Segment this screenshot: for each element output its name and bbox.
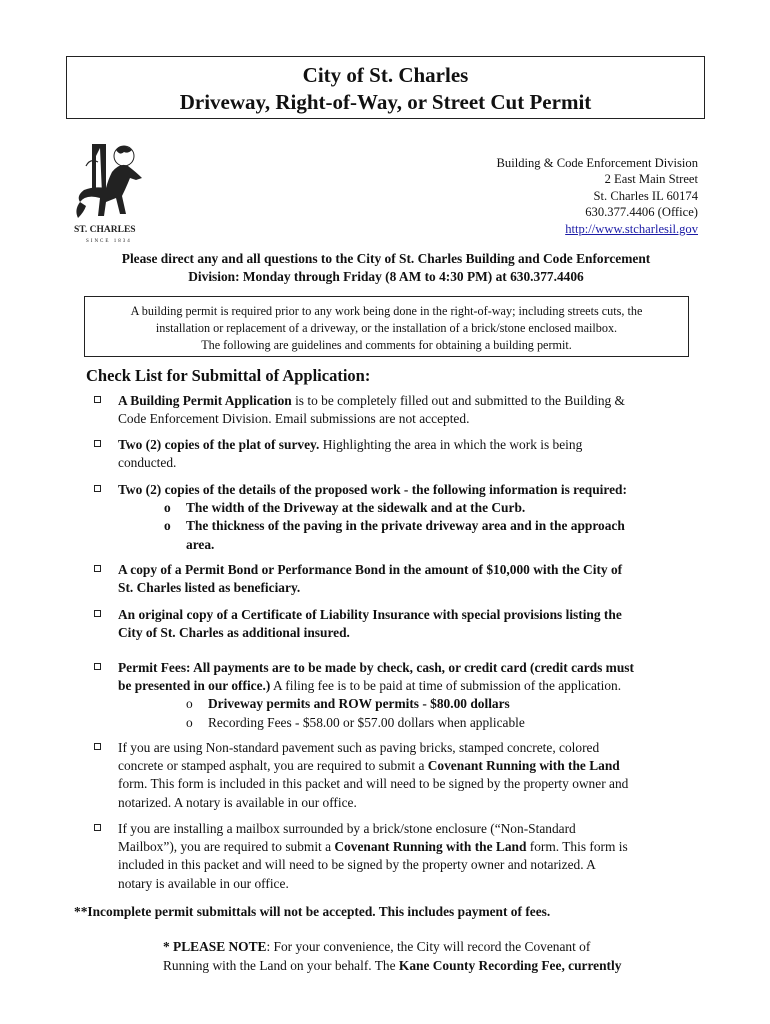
checklist-item-permit-fees [94, 659, 704, 732]
item5-line-2: City of St. Charles as additional insured. [118, 625, 350, 641]
checkbox-icon[interactable] [94, 565, 101, 572]
info-line-2: installation or replacement of a driveway, or the installation of a brick/stone enclosed mailbox. [155, 320, 618, 335]
checklist-item-application [94, 392, 704, 428]
questions-directive [80, 250, 692, 286]
bullet-circle-icon: o [186, 696, 193, 712]
item3-sub-2-cont: area. [186, 536, 215, 552]
contact-block [497, 155, 698, 237]
item6-sub-1 [186, 695, 704, 713]
contact-address-1: 2 East Main Street [604, 172, 698, 187]
item8-line-3: included in this packet and will need to be signed by the property owner and notarized. A [118, 857, 596, 873]
item7-line-4: notarized. A notary is available in our office. [118, 794, 357, 810]
contact-division: Building & Code Enforcement Division [496, 156, 698, 170]
checkbox-icon[interactable] [94, 743, 101, 750]
logo-subtext: SINCE 1834 [86, 239, 132, 244]
item8-line-4: notary is available in our office. [118, 875, 289, 891]
item6-sub-1-text: Driveway permits and ROW permits - $80.00 dollars [208, 696, 510, 712]
logo-text: ST. CHARLES [74, 225, 136, 235]
note-rest: : For your convenience, the City will record the Covenant of [266, 939, 591, 954]
item6-line-2-rest: A filing fee is to be paid at time of submission of the application. [270, 678, 622, 694]
item3-sub-1 [164, 499, 704, 517]
checkbox-icon[interactable] [94, 663, 101, 670]
city-seal-fox-icon [72, 136, 150, 246]
item1-rest: is to be completely filled out and submitted to the Building & [291, 393, 625, 408]
item2-line-2: conducted. [118, 455, 177, 471]
please-note [163, 938, 693, 975]
permit-info-box [84, 296, 689, 357]
bullet-circle-icon: o [164, 518, 171, 534]
checklist-title: Check List for Submittal of Application: [86, 366, 371, 385]
title-line-1: City of St. Charles [302, 63, 469, 87]
item3-sub-2-text: The thickness of the paving in the private driveway area and in the approach [186, 518, 625, 534]
item7-line-2-pre: concrete or stamped asphalt, you are required to submit a [118, 758, 428, 774]
checklist-item-insurance [94, 606, 704, 642]
checkbox-icon[interactable] [94, 824, 101, 831]
website-link[interactable]: http://www.stcharlesil.gov [565, 221, 698, 236]
contact-phone: 630.377.4406 (Office) [585, 205, 698, 220]
item4-line-1: A copy of a Permit Bond or Performance Bond in the amount of $10,000 with the City of [118, 562, 623, 577]
checkbox-icon[interactable] [94, 485, 101, 492]
item6-line-1: Permit Fees: All payments are to be made by check, cash, or credit card (credit cards must [118, 660, 634, 675]
item3-line-1: Two (2) copies of the details of the proposed work - the following information is required: [118, 482, 627, 497]
incomplete-notice: **Incomplete permit submittals will not be accepted. This includes payment of fees. [74, 904, 551, 919]
item4-line-2: St. Charles listed as beneficiary. [118, 580, 301, 596]
item8-line-1: If you are installing a mailbox surrounded by a brick/stone enclosure (“Non-Standard [118, 821, 576, 836]
info-line-1: A building permit is required prior to any work being done in the right-of-way; including streets cuts, the [130, 304, 643, 318]
checklist-item-plat-survey [94, 436, 704, 472]
directive-line-2: Division: Monday through Friday (8 AM to 4:30 PM) at 630.377.4406 [188, 268, 584, 284]
contact-address-2: St. Charles IL 60174 [593, 188, 698, 203]
item1-bold: A Building Permit Application [118, 393, 292, 408]
item1-line-2: Code Enforcement Division. Email submissions are not accepted. [118, 411, 470, 427]
item8-line-2-bold: Covenant Running with the Land [334, 839, 527, 855]
item2-rest: Highlighting the area in which the work is being [319, 437, 583, 452]
checkbox-icon[interactable] [94, 440, 101, 447]
checklist-item-work-details [94, 481, 704, 554]
info-line-3: The following are guidelines and comments for obtaining a building permit. [201, 337, 572, 352]
document-title-box [66, 56, 705, 119]
checklist-item-nonstandard-pavement [94, 739, 704, 812]
item3-sub-1-text: The width of the Driveway at the sidewalk and at the Curb. [186, 500, 526, 516]
bullet-circle-icon: o [164, 500, 171, 516]
title-line-2: Driveway, Right-of-Way, or Street Cut Permit [179, 90, 592, 114]
checklist-item-mailbox [94, 820, 704, 893]
checklist-item-bond [94, 561, 704, 597]
item3-sub-2 [164, 517, 704, 535]
bullet-circle-icon: o [186, 714, 193, 730]
note-line-2-pre: Running with the Land on your behalf. The [163, 957, 399, 973]
checkbox-icon[interactable] [94, 396, 101, 403]
item5-line-1: An original copy of a Certificate of Liability Insurance with special provisions listing the [118, 607, 622, 622]
item2-bold: Two (2) copies of the plat of survey. [118, 437, 320, 452]
item6-line-2-bold: be presented in our office.) [118, 678, 271, 694]
item7-line-1: If you are using Non-standard pavement such as paving bricks, stamped concrete, colored [118, 740, 600, 755]
checkbox-icon[interactable] [94, 610, 101, 617]
item7-line-2-bold: Covenant Running with the Land [427, 758, 620, 774]
item6-sub-2 [186, 714, 704, 732]
note-line-2-bold: Kane County Recording Fee, currently [398, 957, 622, 973]
item8-line-2-post: form. This form is [526, 839, 628, 855]
item6-sub-2-text: Recording Fees - $58.00 or $57.00 dollars when applicable [208, 714, 525, 730]
note-bold: * PLEASE NOTE [163, 939, 267, 954]
item7-line-3: form. This form is included in this packet and will need to be signed by the property owner and [118, 776, 629, 792]
item8-line-2-pre: Mailbox”), you are required to submit a [118, 839, 335, 855]
directive-line-1: Please direct any and all questions to the City of St. Charles Building and Code Enforcement [121, 251, 651, 266]
